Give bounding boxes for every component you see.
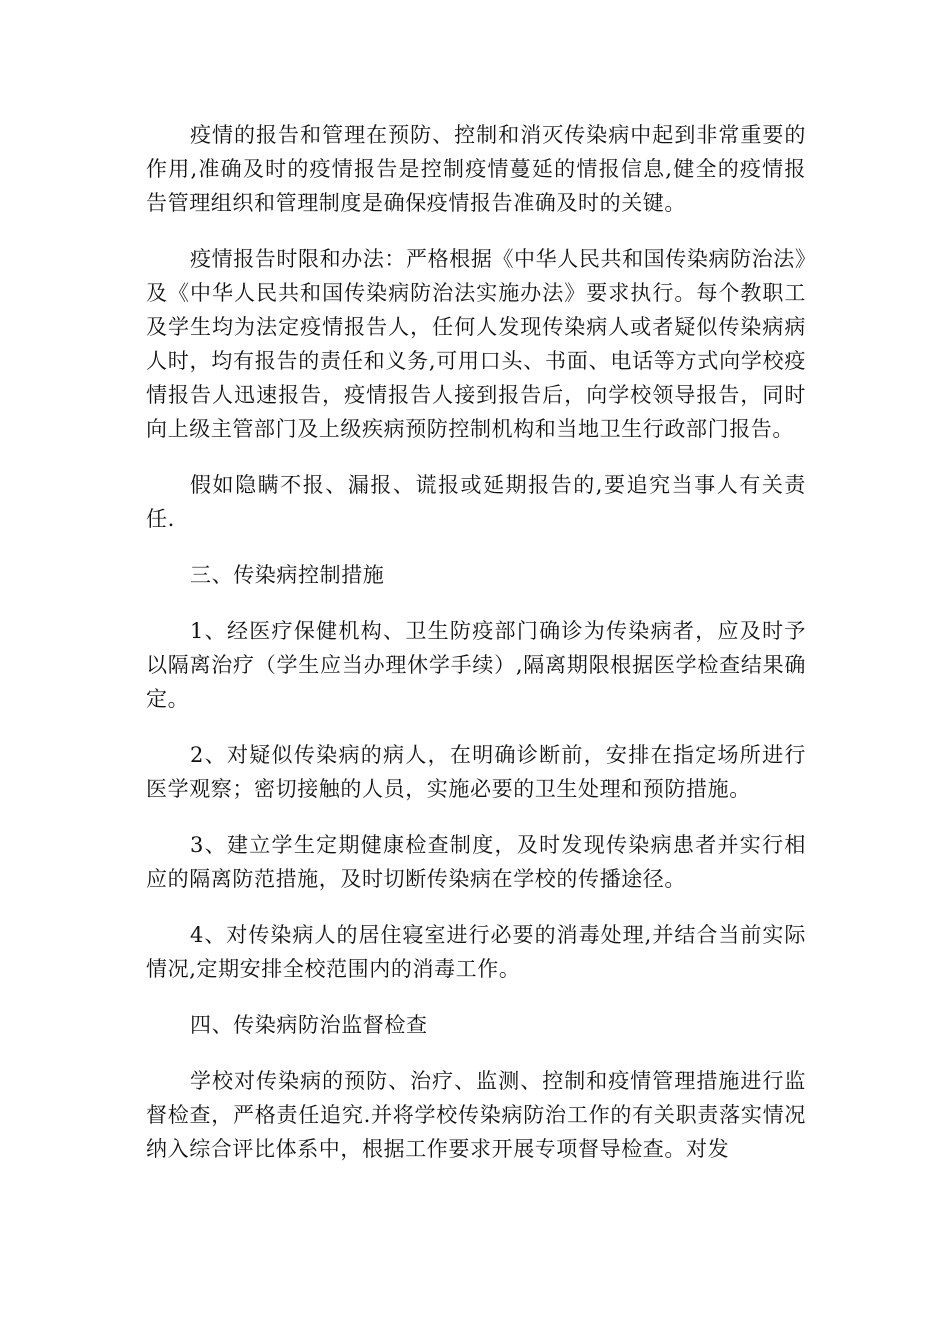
paragraph-accountability: 假如隐瞒不报、漏报、谎报或延期报告的,要追究当事人有关责任. xyxy=(146,473,806,531)
paragraph-reporting-method: 疫情报告时限和办法：严格根据《中华人民共和国传染病防治法》及《中华人民共和国传染病防治法实施办法》要求执行。每个教职工及学生均为法定疫情报告人，任何人发现传染病人或者疑似传染病病人时，均有报告的责任和义务,可用口头、书面、电话等方式向学校疫情报告人迅速报告，疫情报告人接到报告后，向学校领导报告，同时向上级主管部门及上级疾病预防控制机构和当地卫生行政部门报告。 xyxy=(146,247,806,441)
section-heading-control-measures: 三、传染病控制措施 xyxy=(190,563,385,587)
section-heading-supervision: 四、传染病防治监督检查 xyxy=(190,1013,428,1037)
paragraph-supervision: 学校对传染病的预防、治疗、监测、控制和疫情管理措施进行监督检查，严格责任追究.并将学校传染病防治工作的有关职责落实情况纳入综合评比体系中，根据工作要求开展专项督导检查。对发 xyxy=(146,1069,806,1161)
paragraph-reporting-importance: 疫情的报告和管理在预防、控制和消灭传染病中起到非常重要的作用,准确及时的疫情报告是控制疫情蔓延的情报信息,健全的疫情报告管理组织和管理制度是确保疫情报告准确及时的关键。 xyxy=(146,123,806,215)
list-item-health-checks: 3、建立学生定期健康检查制度，及时发现传染病患者并实行相应的隔离防范措施，及时切断传染病在学校的传播途径。 xyxy=(146,833,806,891)
list-item-suspected-cases: 2、对疑似传染病的病人，在明确诊断前，安排在指定场所进行医学观察；密切接触的人员，实施必要的卫生处理和预防措施。 xyxy=(146,743,806,801)
list-item-disinfection: 4、对传染病人的居住寝室进行必要的消毒处理,并结合当前实际情况,定期安排全校范围内的消毒工作。 xyxy=(146,923,806,981)
list-item-isolation-treatment: 1、经医疗保健机构、卫生防疫部门确诊为传染病者，应及时予以隔离治疗（学生应当办理休学手续）,隔离期限根据医学检查结果确定。 xyxy=(146,619,806,711)
document-page xyxy=(146,118,806,1188)
